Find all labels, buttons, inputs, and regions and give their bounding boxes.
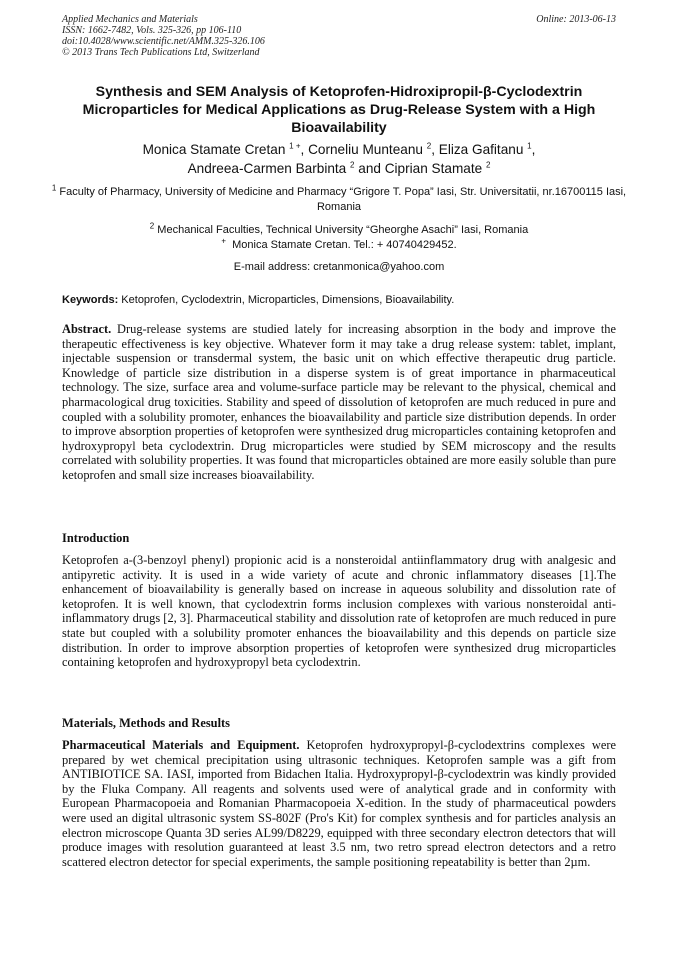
author-list	[50, 141, 628, 178]
abstract	[62, 322, 616, 483]
materials-paragraph	[62, 738, 616, 869]
section-heading-introduction: Introduction	[62, 531, 130, 545]
abstract-label: Abstract.	[62, 322, 112, 336]
affiliation-1	[50, 185, 628, 214]
corresponding-mark: +	[221, 236, 226, 246]
affiliation-mark: 1	[51, 183, 57, 193]
email-line: E-mail address: cretanmonica@yahoo.com	[233, 261, 445, 273]
abstract-text: Drug-release systems are studied lately for increasing absorption in the body and improve the therapeutic effectiveness is key objective. Whatever form it may take a drug release system: tablet, implant, injectable suspension or transdermal system, the basic unit on which effective therapeutic drug particle. Knowledge of particle size distribution in a disperse system is of great importance in pharmaceutical technology. The size, surface area and volume-surface particle may be relevant to the physical, chemical and pharmacological drug toxicities. Stability and speed of dissolution of ketoprofen are much reduced in pure and coupled with a solubility promoter, enhances the bioavailability and particle size distribution depends. In order to improve absorption properties of ketoprofen were synthesized drug microparticles containing ketoprofen and hydroxypropyl beta cyclodextrin. Drug microparticles were studied by SEM microscopy and the results correlated with solubility properties. It was found that microparticles obtained are more easily soluble than pure ketoprofen and small size increases bioavailability.	[62, 322, 616, 482]
author-separator: ,	[431, 142, 439, 157]
materials-label: Pharmaceutical Materials and Equipment.	[62, 738, 300, 752]
keywords-label: Keywords:	[62, 294, 119, 306]
author-separator: and	[354, 160, 385, 176]
author-affiliation-mark: 1	[527, 141, 532, 151]
introduction-paragraph: Ketoprofen a-(3-benzoyl phenyl) propionic acid is a nonsteroidal antiinflammatory drug with analgesic and antipyretic activity. It is used in a wide variety of acute and chronic inflammatory diseases [1].The enhancement of bioavailability is generally based on increase in aqueous solubility and dissolution rate of ketoprofen. It is well known, that cyclodextrin forms inclusion complexes with various nonsteroidal anti-inflammatory drugs [2, 3]. Pharmaceutical stability and dissolution rate of ketoprofen are much reduced in pure state but coupled with a solubility promoter enhances the bioavailability and this depends on particle size distribution. In order to improve absorption properties of ketoprofen were synthesized drug microparticles containing ketoprofen and hydroxypropyl beta cyclodextrin.	[62, 553, 616, 670]
author-affiliation-mark: 1 +	[289, 141, 301, 151]
affiliation-text: Faculty of Pharmacy, University of Medicine and Pharmacy “Grigore T. Popa” Iasi, Str. Universitatii, nr.16700115 Iasi, Romania	[59, 186, 627, 213]
materials-text: Ketoprofen hydroxypropyl-β-cyclodextrins complexes were prepared by wet chemical precipitation using ultrasonic techniques. Ketoprofen sample was a gift from ANTIBIOTICE SA. IASI, imported from Bidachen Italia. Hydroxypropyl-β-cyclodextrin was kindly provided by the Fluka Company. All reagents and solvents used were of analytical grade and in conformity with European Pharmacopoeia and Romanian Pharmacopoeia X-edition. In the study of pharmaceutical powders were used an digital ultrasonic system SS-802F (Pro's Kit) for complex synthesis and for particles analysis an electron microscope Quanta 3D series AL99/D8229, equipped with three secondary electron detectors that will produce images with resolution guaranteed at least 3.5 nm, two retro spread electron detectors and a retro scattered electron detector for special experiments, the sample positioning repeatability is better than 2µm.	[62, 738, 616, 869]
copyright-line: © 2013 Trans Tech Publications Ltd, Switzerland	[62, 47, 260, 58]
paper-title: Synthesis and SEM Analysis of Ketoprofen-Hidroxipropil-β-Cyclodextrin Microparticles for Medical Applications as Drug-Release System with a High Bioavailability	[82, 84, 596, 136]
affiliation-text: Mechanical Faculties, Technical University “Gheorghe Asachi” Iasi, Romania	[157, 224, 529, 236]
author-affiliation-mark: 2	[426, 141, 432, 151]
author-separator: ,	[531, 142, 536, 157]
affiliation-2	[50, 223, 628, 238]
section-heading-materials: Materials, Methods and Results	[62, 716, 230, 730]
affiliation-mark: 2	[149, 221, 155, 231]
author-separator: ,	[300, 142, 309, 157]
journal-name: Applied Mechanics and Materials	[62, 14, 198, 25]
author-name: Eliza Gafitanu	[438, 142, 524, 157]
author-affiliation-mark: 2	[485, 159, 491, 169]
author-affiliation-mark: 2	[350, 159, 355, 169]
corresponding-author	[50, 238, 628, 253]
issn-line: ISSN: 1662-7482, Vols. 325-326, pp 106-110	[62, 25, 242, 36]
author-name: Andreea-Carmen Barbinta	[187, 160, 347, 176]
author-name: Corneliu Munteanu	[308, 142, 423, 157]
journal-header	[62, 14, 616, 58]
online-date: Online: 2013-06-13	[536, 14, 616, 25]
author-name: Monica Stamate Cretan	[142, 142, 286, 157]
keywords-text: Ketoprofen, Cyclodextrin, Microparticles, Dimensions, Bioavailability.	[118, 294, 455, 306]
doi-line: doi:10.4028/www.scientific.net/AMM.325-326.106	[62, 36, 265, 47]
contact-text: Monica Stamate Cretan. Tel.: + 40740429452.	[232, 239, 457, 251]
author-name: Ciprian Stamate	[384, 160, 483, 176]
keywords	[62, 293, 616, 307]
